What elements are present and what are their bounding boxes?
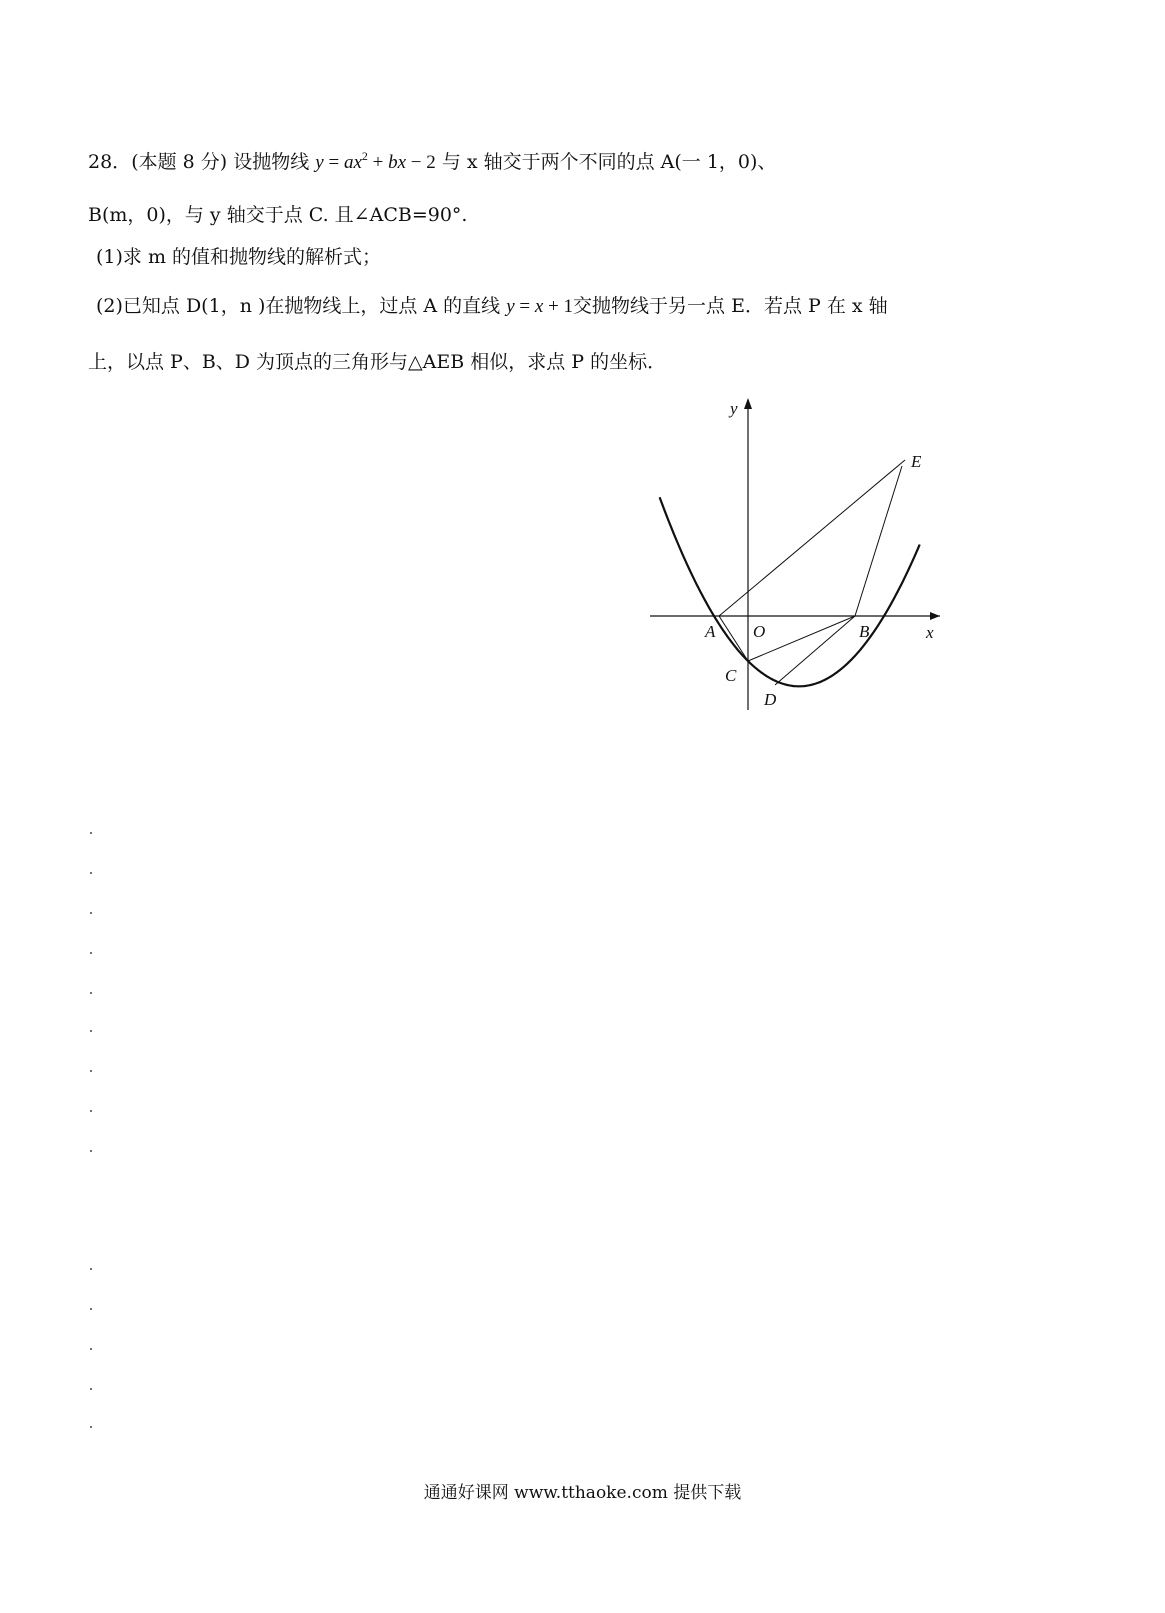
problem-line-1 — [88, 150, 776, 175]
margin-dot — [90, 832, 92, 834]
label-E: E — [911, 452, 922, 471]
y-axis-arrow — [744, 398, 752, 409]
problem-line-5: 上，以点 P、B、D 为顶点的三角形与△AEB 相似，求点 P 的坐标． — [88, 351, 667, 373]
margin-dot — [90, 992, 92, 994]
label-x: x — [926, 623, 934, 642]
line-AE — [719, 460, 905, 616]
problem-part-2-a: (2)已知点 D(1，n )在抛物线上，过点 A 的直线 — [96, 295, 501, 317]
margin-dot — [90, 1348, 92, 1350]
label-y: y — [730, 399, 738, 418]
margin-dot — [90, 912, 92, 914]
label-D: D — [764, 690, 777, 709]
margin-dot — [90, 1150, 92, 1152]
problem-part-2-b: 交抛物线于另一点 E．若点 P 在 x 轴 — [573, 295, 888, 317]
problem-part-1: (1)求 m 的值和抛物线的解析式； — [96, 246, 382, 268]
problem-part-2 — [96, 294, 888, 319]
problem-line-1-rest: 与 x 轴交于两个不同的点 A(一 1，0)、 — [441, 151, 777, 173]
label-C: C — [725, 666, 737, 685]
margin-dot — [90, 1308, 92, 1310]
x-axis-arrow — [930, 612, 940, 620]
label-O: O — [753, 622, 766, 641]
margin-dot — [90, 1426, 92, 1428]
problem-intro: 设抛物线 — [233, 151, 310, 173]
label-B: B — [859, 622, 870, 641]
parabola-figure — [650, 395, 970, 730]
margin-dot — [90, 1110, 92, 1112]
line-BE — [855, 466, 902, 616]
problem-line-2: B(m，0)，与 y 轴交于点 C. 且∠ACB=90°. — [88, 204, 468, 226]
parabola-curve — [660, 497, 920, 686]
margin-dot — [90, 1070, 92, 1072]
margin-dot — [90, 872, 92, 874]
parabola-formula: $y = ax^2$ + bx − 2 — [315, 149, 436, 173]
label-A: A — [705, 622, 716, 641]
page-footer: 通通好课网 www.tthaoke.com 提供下载 — [423, 1483, 742, 1503]
margin-dot — [90, 1268, 92, 1270]
segment-DB — [775, 616, 855, 685]
margin-dot — [90, 1030, 92, 1032]
margin-dot — [90, 1388, 92, 1390]
margin-dot — [90, 952, 92, 954]
problem-points: (本题 8 分) — [131, 151, 228, 173]
problem-number: 28． — [88, 151, 132, 173]
segment-AC — [719, 616, 748, 661]
line-formula: y = x + 1 — [506, 296, 574, 317]
